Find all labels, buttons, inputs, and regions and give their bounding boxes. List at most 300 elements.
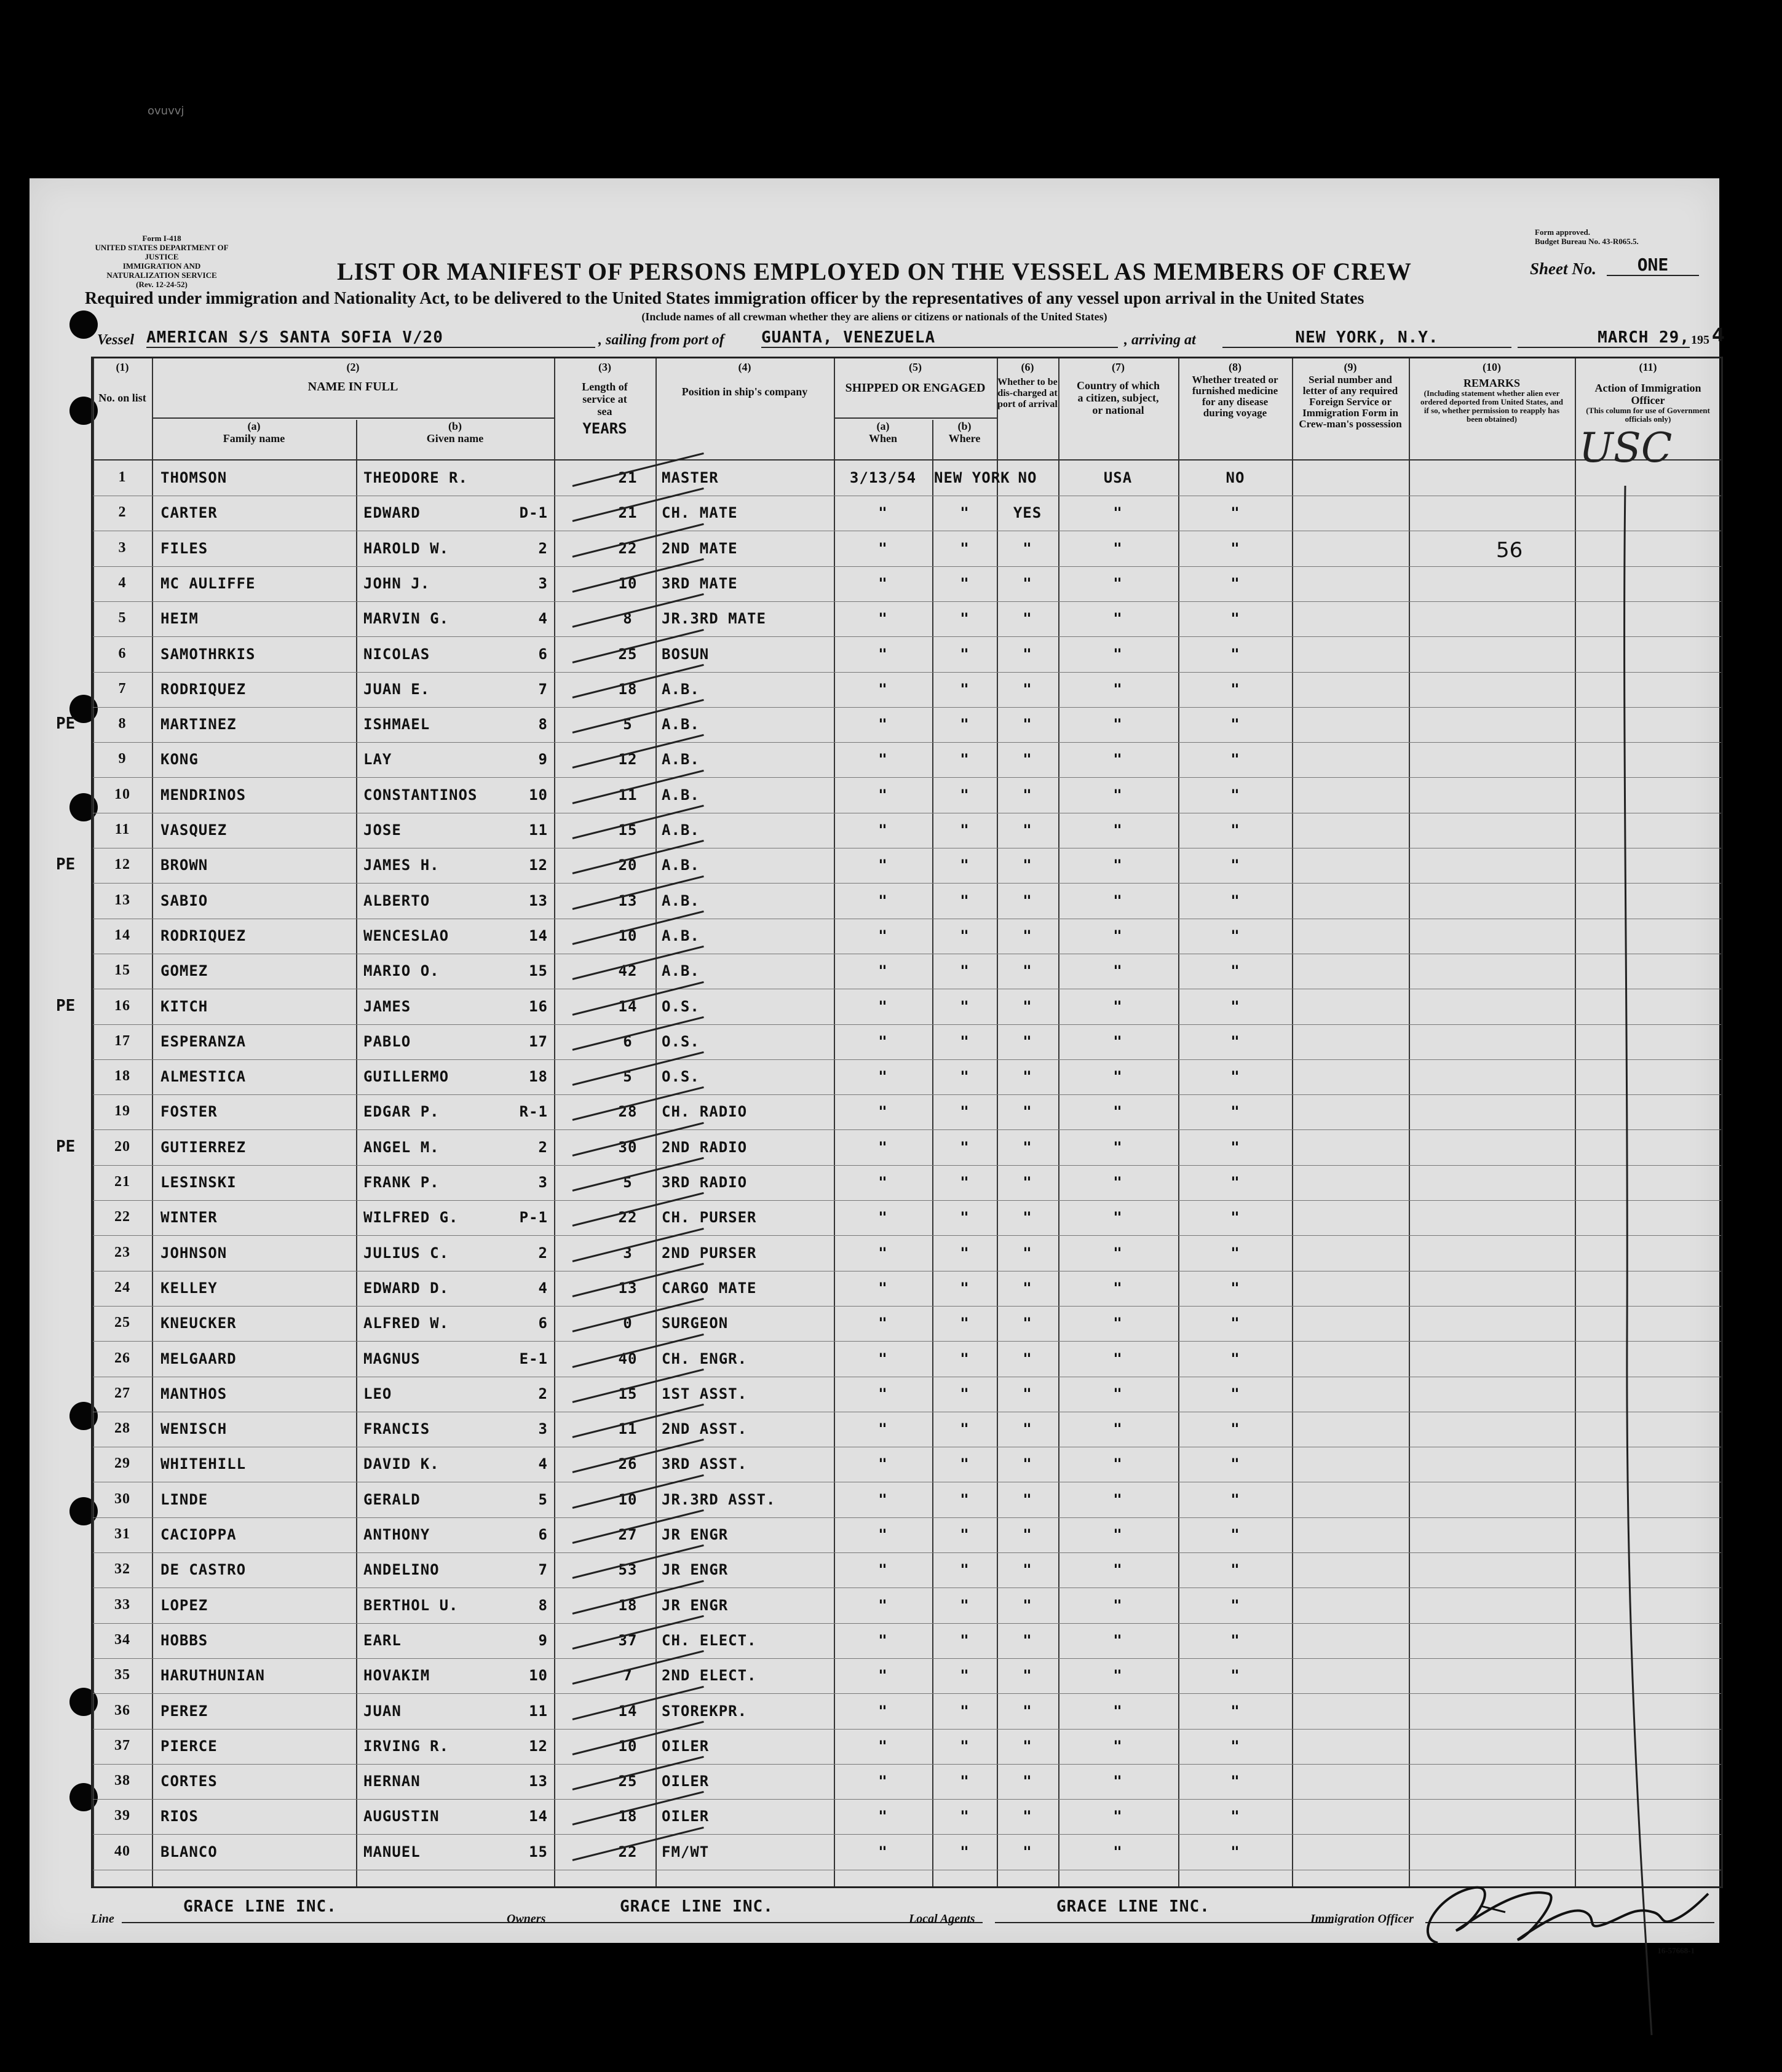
discharged: " bbox=[1023, 1843, 1032, 1860]
family-name: MARTINEZ bbox=[160, 716, 237, 734]
position: A.B. bbox=[662, 786, 700, 804]
discharged: " bbox=[1023, 1103, 1032, 1121]
row-number: 11 bbox=[114, 821, 130, 837]
row-number: 37 bbox=[114, 1737, 130, 1754]
shipped-when: " bbox=[878, 1209, 888, 1227]
header-col1 bbox=[93, 361, 152, 404]
col3-unit: YEARS bbox=[582, 420, 627, 437]
given-name: EDGAR P. bbox=[363, 1103, 440, 1121]
handwritten-remark: 56 bbox=[1496, 538, 1523, 563]
position: 2ND RADIO bbox=[662, 1138, 748, 1156]
shipped-where: " bbox=[960, 504, 970, 522]
discharged: " bbox=[1023, 856, 1032, 874]
country: " bbox=[1113, 786, 1123, 804]
country: " bbox=[1113, 504, 1123, 522]
crew-code: 14 bbox=[529, 927, 548, 944]
row-number: 30 bbox=[114, 1490, 130, 1507]
family-name: CACIOPPA bbox=[160, 1526, 237, 1543]
country: " bbox=[1113, 751, 1123, 769]
shipped-when: " bbox=[878, 1244, 888, 1262]
crew-code: 4 bbox=[538, 1455, 548, 1473]
sheet-no-value: ONE bbox=[1607, 255, 1699, 276]
header-col7 bbox=[1058, 361, 1178, 416]
header-col2a: (a) Family name bbox=[223, 420, 285, 445]
given-name: GUILLERMO bbox=[363, 1068, 449, 1086]
shipped-where: " bbox=[960, 645, 970, 663]
shipped-when: " bbox=[878, 856, 888, 874]
position: A.B. bbox=[662, 680, 700, 698]
discharged: " bbox=[1023, 1737, 1032, 1755]
given-name: AUGUSTIN bbox=[363, 1808, 440, 1825]
arriving-label: , arriving at bbox=[1124, 332, 1196, 348]
shipped-when: " bbox=[878, 1490, 888, 1508]
line-label: Line bbox=[91, 1912, 114, 1926]
table-row bbox=[93, 1552, 1721, 1588]
requirement-statement: Required under immigration and Nationality Act, to be delivered to the United States immigration officer by the representatives of any vessel upon arrival in the United States bbox=[85, 289, 1364, 308]
shipped-where: " bbox=[960, 539, 970, 557]
family-name: FILES bbox=[160, 539, 208, 557]
col11-number: (11) bbox=[1639, 361, 1657, 373]
table-row bbox=[93, 1694, 1721, 1730]
crew-code: 11 bbox=[529, 1702, 548, 1720]
shipped-where: " bbox=[960, 856, 970, 874]
family-name: WENISCH bbox=[160, 1420, 228, 1438]
table-row bbox=[93, 1764, 1721, 1800]
family-name: SAMOTHRKIS bbox=[160, 645, 256, 663]
position: JR.3RD MATE bbox=[662, 610, 766, 628]
table-row bbox=[93, 1024, 1721, 1060]
country: " bbox=[1113, 645, 1123, 663]
header-col8 bbox=[1178, 361, 1292, 419]
crew-code: 2 bbox=[538, 1244, 548, 1262]
handwritten-line bbox=[1598, 473, 1671, 2072]
shipped-where: " bbox=[960, 1526, 970, 1543]
shipped-where: " bbox=[960, 1561, 970, 1579]
col10-number: (10) bbox=[1483, 361, 1501, 373]
given-name: HERNAN bbox=[363, 1773, 421, 1790]
crew-code: 15 bbox=[529, 1843, 548, 1860]
row-number: 2 bbox=[118, 504, 127, 521]
row-number: 20 bbox=[114, 1138, 130, 1155]
country: " bbox=[1113, 680, 1123, 698]
years-of-service: 11 bbox=[618, 1420, 638, 1438]
family-name: CARTER bbox=[160, 504, 218, 522]
given-name: MANUEL bbox=[363, 1843, 421, 1860]
crew-code: E-1 bbox=[519, 1350, 548, 1367]
shipped-when: " bbox=[878, 786, 888, 804]
family-name: BROWN bbox=[160, 856, 208, 874]
discharged: " bbox=[1023, 962, 1032, 980]
shipped-when: " bbox=[878, 1350, 888, 1367]
years-of-service: 21 bbox=[618, 469, 638, 486]
country: " bbox=[1113, 892, 1123, 909]
stray-mark: ovuvvj bbox=[148, 105, 184, 117]
position: OILER bbox=[662, 1773, 710, 1790]
family-name: RODRIQUEZ bbox=[160, 680, 247, 698]
years-of-service: 22 bbox=[618, 1209, 638, 1227]
position: CH. ENGR. bbox=[662, 1350, 748, 1367]
col10-subtitle: (Including statement whether alien ever ordered deported from United States, and if so, whether permission to reapply has been obtained) bbox=[1420, 389, 1564, 424]
row-number: 12 bbox=[114, 856, 130, 873]
given-name: HOVAKIM bbox=[363, 1667, 430, 1685]
position: OILER bbox=[662, 1808, 710, 1825]
crew-code: 10 bbox=[529, 1667, 548, 1685]
given-name: FRANCIS bbox=[363, 1420, 430, 1438]
treated: " bbox=[1230, 892, 1240, 909]
crew-code: 2 bbox=[538, 1385, 548, 1402]
family-name: VASQUEZ bbox=[160, 821, 228, 839]
discharged: " bbox=[1023, 1596, 1032, 1614]
position: JR ENGR bbox=[662, 1596, 729, 1614]
col6-title: Whether to be dis-charged at port of arrival bbox=[997, 377, 1058, 409]
shipped-when: " bbox=[878, 1561, 888, 1579]
row-number: 28 bbox=[114, 1420, 130, 1437]
years-of-service: 20 bbox=[618, 856, 638, 874]
discharged: " bbox=[1023, 1279, 1032, 1297]
family-name: CORTES bbox=[160, 1773, 218, 1790]
pe-mark: PE bbox=[56, 714, 76, 734]
given-name: WENCESLAO bbox=[363, 927, 449, 944]
given-name: ANDELINO bbox=[363, 1561, 440, 1579]
discharged: " bbox=[1023, 892, 1032, 909]
given-name: FRANK P. bbox=[363, 1174, 440, 1191]
shipped-when: " bbox=[878, 1455, 888, 1473]
shipped-when: " bbox=[878, 610, 888, 628]
row-number: 17 bbox=[114, 1032, 130, 1049]
sheet-no-label: Sheet No. bbox=[1530, 259, 1596, 278]
given-name: JOSE bbox=[363, 821, 402, 839]
position: 2ND ASST. bbox=[662, 1420, 748, 1438]
country: " bbox=[1113, 1667, 1123, 1685]
years-of-service: 14 bbox=[618, 1702, 638, 1720]
col2-title: NAME IN FULL bbox=[307, 380, 398, 393]
country: " bbox=[1113, 1455, 1123, 1473]
shipped-where: " bbox=[960, 962, 970, 980]
treated: " bbox=[1230, 1209, 1240, 1227]
crew-code: 12 bbox=[529, 1737, 548, 1755]
discharged: " bbox=[1023, 1561, 1032, 1579]
years-of-service: 27 bbox=[618, 1526, 638, 1543]
treated: " bbox=[1230, 751, 1240, 769]
shipped-when: 3/13/54 bbox=[849, 469, 917, 486]
crew-code: 7 bbox=[538, 1561, 548, 1579]
family-name: LOPEZ bbox=[160, 1596, 208, 1614]
col8-title: Whether treated or furnished medicine for any disease during voyage bbox=[1192, 374, 1278, 419]
discharged: " bbox=[1023, 821, 1032, 839]
position: FM/WT bbox=[662, 1843, 710, 1860]
shipped-where: " bbox=[960, 927, 970, 944]
header-col5b: (b) Where bbox=[948, 420, 981, 445]
row-number: 27 bbox=[114, 1385, 130, 1401]
shipped-where: " bbox=[960, 786, 970, 804]
shipped-when: " bbox=[878, 1174, 888, 1191]
given-name: JAMES bbox=[363, 997, 411, 1015]
page-title: LIST OR MANIFEST OF PERSONS EMPLOYED ON THE VESSEL AS MEMBERS OF CREW bbox=[337, 258, 1412, 285]
row-number: 39 bbox=[114, 1808, 130, 1824]
table-row bbox=[93, 1729, 1721, 1765]
crew-code: 13 bbox=[529, 892, 548, 909]
table-row bbox=[93, 1623, 1721, 1659]
shipped-where: " bbox=[960, 892, 970, 909]
crew-table bbox=[56, 357, 1723, 1888]
discharged: " bbox=[1023, 1385, 1032, 1402]
col10-title: REMARKS bbox=[1463, 377, 1520, 389]
header-col5 bbox=[834, 361, 997, 394]
treated: " bbox=[1230, 1138, 1240, 1156]
row-number: 10 bbox=[114, 786, 130, 802]
shipped-when: " bbox=[878, 680, 888, 698]
table-row bbox=[93, 496, 1721, 531]
position: CARGO MATE bbox=[662, 1279, 757, 1297]
family-name: MENDRINOS bbox=[160, 786, 247, 804]
country: " bbox=[1113, 1843, 1123, 1860]
row-number: 1 bbox=[118, 469, 127, 485]
family-name: DE CASTRO bbox=[160, 1561, 247, 1579]
given-name: ANTHONY bbox=[363, 1526, 430, 1543]
crew-code: 4 bbox=[538, 1279, 548, 1297]
years-of-service: 28 bbox=[618, 1103, 638, 1121]
table-row bbox=[93, 1059, 1721, 1095]
position: A.B. bbox=[662, 856, 700, 874]
treated: " bbox=[1230, 962, 1240, 980]
header-rule bbox=[152, 417, 554, 419]
position: A.B. bbox=[662, 716, 700, 734]
col2-number: (2) bbox=[346, 361, 360, 373]
given-name: ALFRED W. bbox=[363, 1315, 449, 1332]
document-number: 16-57668-1 bbox=[1657, 1946, 1695, 1955]
given-name: EDWARD bbox=[363, 504, 421, 522]
pe-mark: PE bbox=[56, 996, 76, 1015]
position: MASTER bbox=[662, 469, 719, 486]
row-number: 31 bbox=[114, 1526, 130, 1542]
country: " bbox=[1113, 1103, 1123, 1121]
given-name: ALBERTO bbox=[363, 892, 430, 909]
position: O.S. bbox=[662, 997, 700, 1015]
table-row bbox=[93, 1412, 1721, 1447]
discharged: " bbox=[1023, 1667, 1032, 1685]
treated: " bbox=[1230, 1702, 1240, 1720]
table-row bbox=[93, 1517, 1721, 1553]
years-of-service: 5 bbox=[623, 1174, 633, 1191]
treated: " bbox=[1230, 1843, 1240, 1860]
position: A.B. bbox=[662, 821, 700, 839]
discharged: " bbox=[1023, 716, 1032, 734]
shipped-when: " bbox=[878, 645, 888, 663]
position: A.B. bbox=[662, 751, 700, 769]
discharged: YES bbox=[1013, 504, 1042, 522]
discharged: " bbox=[1023, 610, 1032, 628]
shipped-when: " bbox=[878, 1279, 888, 1297]
shipped-when: " bbox=[878, 1631, 888, 1649]
header-col11 bbox=[1575, 361, 1721, 424]
family-name: RIOS bbox=[160, 1808, 199, 1825]
header-col9 bbox=[1292, 361, 1409, 430]
crew-code: 6 bbox=[538, 1526, 548, 1543]
crew-code: 4 bbox=[538, 610, 548, 628]
given-name: JAMES H. bbox=[363, 856, 440, 874]
discharged: NO bbox=[1018, 469, 1037, 486]
position: 3RD MATE bbox=[662, 574, 738, 592]
discharged: " bbox=[1023, 1490, 1032, 1508]
row-number: 18 bbox=[114, 1068, 130, 1085]
shipped-when: " bbox=[878, 539, 888, 557]
treated: " bbox=[1230, 1244, 1240, 1262]
row-number: 33 bbox=[114, 1596, 130, 1613]
row-number: 7 bbox=[118, 680, 127, 697]
position: A.B. bbox=[662, 927, 700, 944]
years-of-service: 10 bbox=[618, 927, 638, 944]
family-name: LESINSKI bbox=[160, 1174, 237, 1191]
treated: " bbox=[1230, 1279, 1240, 1297]
crew-code: 6 bbox=[538, 1315, 548, 1332]
position: CH. PURSER bbox=[662, 1209, 757, 1227]
given-name: NICOLAS bbox=[363, 645, 430, 663]
given-name: DAVID K. bbox=[363, 1455, 440, 1473]
given-name: ISHMAEL bbox=[363, 716, 430, 734]
years-of-service: 14 bbox=[618, 997, 638, 1015]
shipped-where: NEW YORK bbox=[934, 469, 1010, 486]
col4-number: (4) bbox=[738, 361, 751, 373]
shipped-when: " bbox=[878, 892, 888, 909]
shipped-when: " bbox=[878, 504, 888, 522]
row-number: 38 bbox=[114, 1773, 130, 1789]
country: " bbox=[1113, 856, 1123, 874]
given-name: LEO bbox=[363, 1385, 392, 1402]
shipped-where: " bbox=[960, 1702, 970, 1720]
country: " bbox=[1113, 1596, 1123, 1614]
row-number: 29 bbox=[114, 1455, 130, 1472]
crew-code: 8 bbox=[538, 716, 548, 734]
service: IMMIGRATION AND NATURALIZATION SERVICE bbox=[106, 261, 217, 280]
years-of-service: 42 bbox=[618, 962, 638, 980]
table-row bbox=[56, 1130, 1721, 1166]
position: JR ENGR bbox=[662, 1526, 729, 1543]
treated: " bbox=[1230, 786, 1240, 804]
years-of-service: 13 bbox=[618, 1279, 638, 1297]
shipped-where: " bbox=[960, 821, 970, 839]
family-name: MANTHOS bbox=[160, 1385, 228, 1402]
shipped-when: " bbox=[878, 1667, 888, 1685]
family-name: BLANCO bbox=[160, 1843, 218, 1860]
shipped-where: " bbox=[960, 1385, 970, 1402]
table-row bbox=[93, 1658, 1721, 1694]
given-name: EARL bbox=[363, 1631, 402, 1649]
country: " bbox=[1113, 1420, 1123, 1438]
family-name: RODRIQUEZ bbox=[160, 927, 247, 944]
crew-code: 18 bbox=[529, 1068, 548, 1086]
shipped-where: " bbox=[960, 1490, 970, 1508]
col5-title: SHIPPED OR ENGAGED bbox=[845, 381, 986, 395]
row-number: 34 bbox=[114, 1631, 130, 1648]
position: CH. MATE bbox=[662, 504, 738, 522]
crew-code: 9 bbox=[538, 1631, 548, 1649]
years-of-service: 30 bbox=[618, 1138, 638, 1156]
years-of-service: 5 bbox=[623, 716, 633, 734]
country: " bbox=[1113, 1808, 1123, 1825]
given-name: HAROLD W. bbox=[363, 539, 449, 557]
shipped-where: " bbox=[960, 1843, 970, 1860]
budget-number: Budget Bureau No. 43-R065.5. bbox=[1535, 237, 1639, 246]
table-row bbox=[93, 601, 1721, 637]
years-of-service: 26 bbox=[618, 1455, 638, 1473]
crew-code: 5 bbox=[538, 1490, 548, 1508]
row-number: 22 bbox=[114, 1209, 130, 1225]
country: " bbox=[1113, 1526, 1123, 1543]
shipped-when: " bbox=[878, 716, 888, 734]
discharged: " bbox=[1023, 1420, 1032, 1438]
shipped-where: " bbox=[960, 1631, 970, 1649]
shipped-when: " bbox=[878, 1596, 888, 1614]
shipped-when: " bbox=[878, 1138, 888, 1156]
footer bbox=[30, 1894, 1719, 1931]
shipped-where: " bbox=[960, 1808, 970, 1825]
years-of-service: 22 bbox=[618, 1843, 638, 1860]
crew-code: R-1 bbox=[519, 1103, 548, 1121]
row-number: 8 bbox=[118, 716, 127, 732]
years-of-service: 10 bbox=[618, 1490, 638, 1508]
years-of-service: 3 bbox=[623, 1244, 633, 1262]
position: OILER bbox=[662, 1737, 710, 1755]
shipped-where: " bbox=[960, 1103, 970, 1121]
shipped-when: " bbox=[878, 1773, 888, 1790]
treated: " bbox=[1230, 1808, 1240, 1825]
country: " bbox=[1113, 962, 1123, 980]
years-of-service: 25 bbox=[618, 645, 638, 663]
position: A.B. bbox=[662, 962, 700, 980]
crew-code: 3 bbox=[538, 574, 548, 592]
treated: " bbox=[1230, 1596, 1240, 1614]
years-of-service: 13 bbox=[618, 892, 638, 909]
table-row bbox=[93, 884, 1721, 919]
given-name: EDWARD D. bbox=[363, 1279, 449, 1297]
header-rule bbox=[834, 417, 997, 419]
shipped-where: " bbox=[960, 1350, 970, 1367]
country: " bbox=[1113, 1279, 1123, 1297]
table-row bbox=[93, 1588, 1721, 1624]
position: 3RD ASST. bbox=[662, 1455, 748, 1473]
treated: " bbox=[1230, 1526, 1240, 1543]
position: JR.3RD ASST. bbox=[662, 1490, 776, 1508]
shipped-where: " bbox=[960, 1068, 970, 1086]
treated: " bbox=[1230, 997, 1240, 1015]
shipped-when: " bbox=[878, 927, 888, 944]
agents-value: GRACE LINE INC. bbox=[995, 1897, 1333, 1923]
years-of-service: 40 bbox=[618, 1350, 638, 1367]
crew-code: P-1 bbox=[519, 1209, 548, 1227]
position: A.B. bbox=[662, 892, 700, 909]
col3-title: Length of service at sea bbox=[582, 381, 628, 417]
table-row bbox=[93, 637, 1721, 673]
family-name: HEIM bbox=[160, 610, 199, 628]
row-number: 32 bbox=[114, 1561, 130, 1578]
col1-title: No. on list bbox=[98, 392, 146, 404]
country: " bbox=[1113, 1773, 1123, 1790]
shipped-where: " bbox=[960, 1279, 970, 1297]
given-name: JULIUS C. bbox=[363, 1244, 449, 1262]
col5-number: (5) bbox=[909, 361, 922, 373]
treated: " bbox=[1230, 716, 1240, 734]
row-number: 21 bbox=[114, 1174, 130, 1190]
shipped-where: " bbox=[960, 1773, 970, 1790]
family-name: HARUTHUNIAN bbox=[160, 1667, 265, 1685]
treated: " bbox=[1230, 1032, 1240, 1050]
table-row bbox=[93, 1835, 1721, 1870]
shipped-where: " bbox=[960, 1244, 970, 1262]
shipped-when: " bbox=[878, 574, 888, 592]
country: " bbox=[1113, 610, 1123, 628]
discharged: " bbox=[1023, 1174, 1032, 1191]
family-name: KITCH bbox=[160, 997, 208, 1015]
